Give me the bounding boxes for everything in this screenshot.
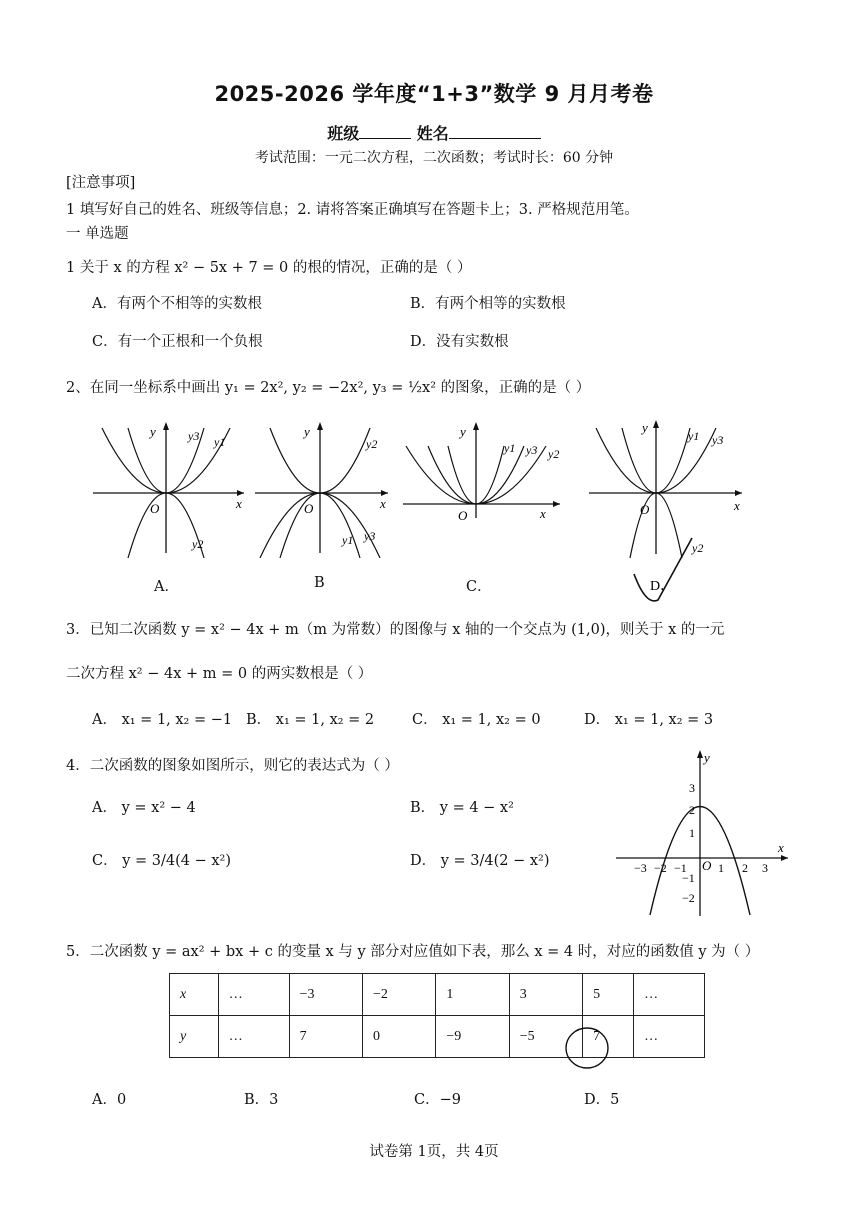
x-axis-arrow-icon xyxy=(553,501,560,507)
q4-option-a[interactable]: A． y = x² − 4 xyxy=(92,800,196,816)
origin-label: O xyxy=(702,858,712,873)
q4-option-b[interactable]: B． y = 4 − x² xyxy=(410,800,514,816)
table-cell: −3 xyxy=(289,974,362,1016)
x-tick-neg1: −1 xyxy=(674,861,687,875)
q2-graph-b-label: B xyxy=(314,575,325,591)
curve-label-y2: y2 xyxy=(366,437,378,451)
table-cell: −9 xyxy=(436,1016,509,1058)
table-cell: 0 xyxy=(362,1016,435,1058)
table-cell: y xyxy=(170,1016,219,1058)
table-cell: 3 xyxy=(509,974,582,1016)
q1-stem: 1 关于 x 的方程 x² − 5x + 7 = 0 的根的情况，正确的是（ ） xyxy=(66,260,472,276)
q4-stem: 4．二次函数的图象如图所示，则它的表达式为（ ） xyxy=(66,758,399,774)
q5-value-table xyxy=(169,973,705,1058)
curve-label-y2: y2 xyxy=(692,541,704,555)
q2-stem: 2、在同一坐标系中画出 y₁ = 2x², y₂ = −2x², y₃ = ½x² 的图象，正确的是（ ） xyxy=(66,380,591,396)
handwritten-circle-icon xyxy=(562,1024,612,1072)
x-axis-arrow-icon xyxy=(735,490,742,496)
q5-option-c[interactable]: C．−9 xyxy=(414,1092,461,1108)
graph-d-label: D． xyxy=(650,579,675,594)
y-axis-label: y xyxy=(642,420,648,435)
page-footer: 试卷第 1页，共 4页 xyxy=(369,1144,499,1160)
curve-label-y1: y1 xyxy=(688,429,700,443)
exam-title: 2025-2026 学年度“1+3”数学 9 月月考卷 xyxy=(214,82,654,106)
q3-option-b[interactable]: B． x₁ = 1, x₂ = 2 xyxy=(246,712,375,728)
x-tick-neg3: −3 xyxy=(634,861,647,875)
name-blank[interactable] xyxy=(449,123,541,139)
x-axis-arrow-icon xyxy=(781,855,788,861)
q1-option-a[interactable]: A．有两个不相等的实数根 xyxy=(92,296,262,312)
q5-stem: 5．二次函数 y = ax² + bx + c 的变量 x 与 y 部分对应值如下表，那么 x = 4 时，对应的函数值 y 为（ ） xyxy=(66,944,760,960)
origin-label: O xyxy=(304,501,314,516)
table-cell: … xyxy=(218,974,289,1016)
curve-label-y1: y1 xyxy=(342,533,354,547)
x-tick-3: 3 xyxy=(762,861,768,875)
exam-scope: 考试范围：一元二次方程，二次函数；考试时长：60 分钟 xyxy=(254,150,614,166)
y-axis-arrow-icon xyxy=(473,422,479,430)
y-tick-1: 1 xyxy=(689,826,695,840)
x-tick-neg2: −2 xyxy=(654,861,667,875)
q2-graph-a-label: A． xyxy=(154,579,179,595)
table-cell: 1 xyxy=(436,974,509,1016)
curve-label-y1: y1 xyxy=(504,441,516,455)
origin-label: O xyxy=(640,502,650,517)
q3-stem-line2: 二次方程 x² − 4x + m = 0 的两实数根是（ ） xyxy=(66,666,373,682)
curve-label-y2: y2 xyxy=(548,447,560,461)
y-axis-label: y xyxy=(460,424,466,439)
q4-graph xyxy=(612,748,792,920)
q2-graph-a[interactable] xyxy=(88,418,248,558)
q5-option-b[interactable]: B．3 xyxy=(244,1092,279,1108)
x-axis-label: x xyxy=(380,496,386,511)
curve-label-y3: y3 xyxy=(712,433,724,447)
class-blank[interactable] xyxy=(359,123,411,139)
table-cell: 7 xyxy=(289,1016,362,1058)
q3-option-d[interactable]: D． x₁ = 1, x₂ = 3 xyxy=(584,712,714,728)
curve-label-y3: y3 xyxy=(526,443,538,457)
q4-option-c[interactable]: C． y = 3/4(4 − x²) xyxy=(92,853,231,869)
section-heading: 一 单选题 xyxy=(66,226,129,242)
table-cell: … xyxy=(634,1016,705,1058)
q2-graph-c[interactable] xyxy=(400,418,570,558)
y-axis-arrow-icon xyxy=(653,420,659,428)
class-label: 班级 xyxy=(327,124,360,143)
q4-option-d[interactable]: D． y = 3/4(2 − x²) xyxy=(410,853,550,869)
q2-graph-c-label: C． xyxy=(466,579,492,595)
x-tick-2: 2 xyxy=(742,861,748,875)
q1-option-d[interactable]: D．没有实数根 xyxy=(410,334,509,350)
table-cell: x xyxy=(170,974,219,1016)
y-axis-label: y xyxy=(150,424,156,439)
y-axis-label: y xyxy=(704,750,710,765)
notes-text: 1 填写好自己的姓名、班级等信息；2. 请将答案正确填写在答题卡上；3. 严格规范用笔。 xyxy=(66,202,639,218)
x-axis-label: x xyxy=(540,506,546,521)
class-name-line xyxy=(0,121,868,144)
x-axis-label: x xyxy=(778,840,784,855)
x-tick-1: 1 xyxy=(718,861,724,875)
table-cell: … xyxy=(634,974,705,1016)
q5-option-a[interactable]: A．0 xyxy=(92,1092,127,1108)
y-tick-neg1: −1 xyxy=(682,871,695,885)
q5-option-d[interactable]: D．5 xyxy=(584,1092,620,1108)
y-tick-neg2: −2 xyxy=(682,891,695,905)
q1-option-b[interactable]: B．有两个相等的实数根 xyxy=(410,296,566,312)
q3-option-c[interactable]: C． x₁ = 1, x₂ = 0 xyxy=(412,712,541,728)
q3-option-a[interactable]: A． x₁ = 1, x₂ = −1 xyxy=(92,712,233,728)
y-tick-2: 2 xyxy=(689,803,695,817)
origin-label: O xyxy=(458,508,468,523)
table-row-x xyxy=(170,974,705,1016)
curve-label-y2: y2 xyxy=(192,537,204,551)
q3-stem-line1: 3．已知二次函数 y = x² − 4x + m（m 为常数）的图像与 x 轴的一个交点为 (1,0)，则关于 x 的一元 xyxy=(66,622,725,638)
x-axis-label: x xyxy=(734,498,740,513)
q2-graph-d[interactable] xyxy=(584,414,754,610)
table-cell: 5 xyxy=(583,974,634,1016)
y-axis-arrow-icon xyxy=(317,422,323,430)
table-row-y xyxy=(170,1016,705,1058)
y-tick-3: 3 xyxy=(689,781,695,795)
curve-label-y3: y3 xyxy=(188,429,200,443)
curve-label-y1: y1 xyxy=(214,435,226,449)
q2-graph-b[interactable] xyxy=(252,418,392,558)
y-axis-label: y xyxy=(304,424,310,439)
y-axis-arrow-icon xyxy=(697,750,703,758)
q1-option-c[interactable]: C．有一个正根和一个负根 xyxy=(92,334,263,350)
table-cell: −2 xyxy=(362,974,435,1016)
name-label: 姓名 xyxy=(416,124,449,143)
table-cell: … xyxy=(218,1016,289,1058)
table-cell: −5 xyxy=(509,1016,582,1058)
table-cell: 7 xyxy=(583,1016,634,1058)
notes-heading: [注意事项] xyxy=(66,175,136,191)
y-axis-arrow-icon xyxy=(163,422,169,430)
x-axis-label: x xyxy=(236,496,242,511)
origin-label: O xyxy=(150,501,160,516)
curve-label-y3: y3 xyxy=(364,529,376,543)
